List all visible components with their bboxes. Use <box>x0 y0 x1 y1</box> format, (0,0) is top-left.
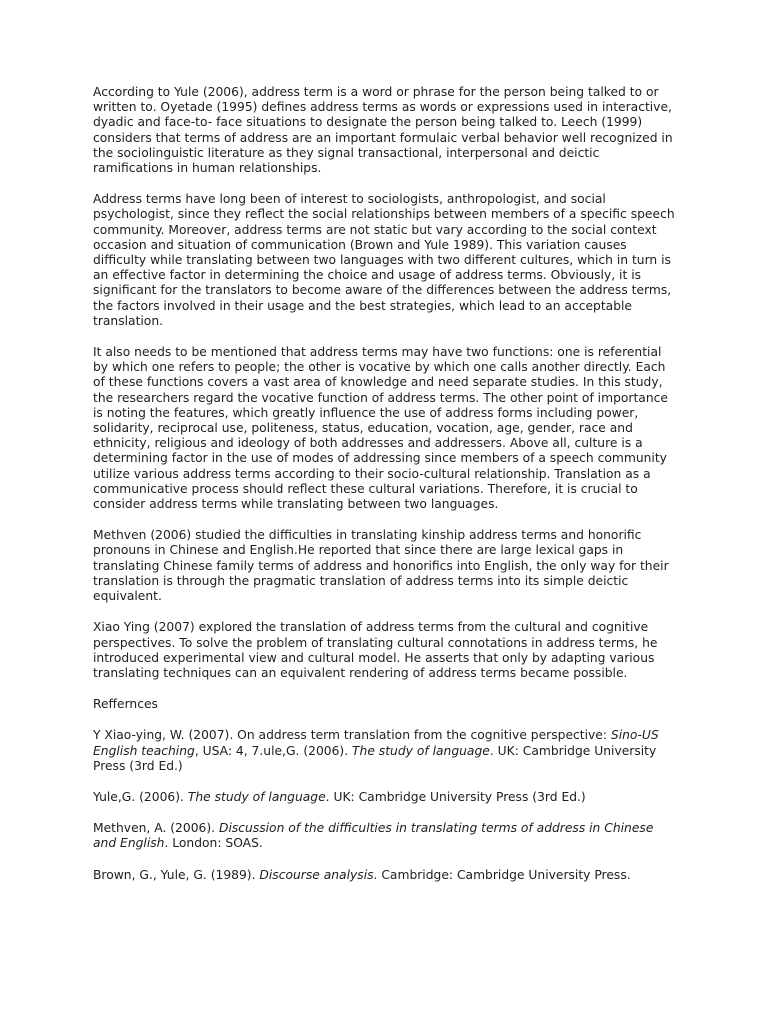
reference-1-title-2: The study of language <box>352 743 490 758</box>
reference-1-title: Sino-US English teaching <box>93 728 659 758</box>
reference-1-text-e: . UK: Cambridge University Press (3rd Ed.) <box>93 743 657 773</box>
document-page <box>93 85 678 899</box>
reference-4-text-a: Brown, G., Yule, G. (1989). <box>93 867 260 882</box>
reference-4-title: Discourse analysis <box>259 867 374 882</box>
reference-3 <box>93 821 678 851</box>
reference-3-title: Discussion of the difficulties in translating terms of address in Chinese and English <box>93 821 654 851</box>
reference-4-text-c: . Cambridge: Cambridge University Press. <box>373 867 631 882</box>
reference-2-title: The study of language <box>187 789 326 804</box>
paragraph-2: Address terms have long been of interest to sociologists, anthropologist, and social psychologist, since they reflect the social relationships between members of a specific speech community. Moreover, address terms are not static but vary according to the social context occasion and situation of communication (Brown and Yule 1989). This variation causes difficulty while translating between two languages with two different cultures, which in turn is an effective factor in determining the choice and usage of address terms. Obviously, it is significant for the translators to become aware of the differences between the address terms, the factors involved in their usage and the best strategies, which lead to an acceptable translation. <box>93 192 675 328</box>
reference-4 <box>93 868 678 883</box>
reference-2 <box>93 790 678 805</box>
paragraph-5: Xiao Ying (2007) explored the translation of address terms from the cultural and cognitive perspectives. To solve the problem of translating cultural connotations in address terms, he introduced experimental view and cultural model. He asserts that only by adapting various translating techniques can an equivalent rendering of address terms became possible. <box>93 620 658 680</box>
reference-3-text-a: Methven, A. (2006). <box>93 821 219 836</box>
reference-1-text-c: , USA: 4, 7.ule,G. (2006). <box>194 743 353 758</box>
paragraph-3: It also needs to be mentioned that address terms may have two functions: one is referential by which one refers to people; the other is vocative by which one calls another directly. Each of these functions covers a vast area of knowledge and need separate studies. In this study, the researchers regard the vocative function of address terms. The other point of importance is noting the features, which greatly influence the use of address forms including power, solidarity, reciprocal use, politeness, status, education, vocation, age, gender, race and ethnicity, religious and ideology of both addresses and addressers. Above all, culture is a determining factor in the use of modes of addressing since members of a speech community utilize various address terms according to their socio-cultural relationship. Translation as a communicative process should reflect these cultural variations. Therefore, it is crucial to consider address terms while translating between two languages. <box>93 345 668 512</box>
reference-3-text-c: . London: SOAS. <box>164 836 263 851</box>
reference-2-text-c: . UK: Cambridge University Press (3rd Ed.) <box>325 789 586 804</box>
paragraph-1: According to Yule (2006), address term is a word or phrase for the person being talked to or written to. Oyetade (1995) defines address terms as words or expressions used in interactive, dyadic and face-to- face situations to designate the person being talked to. Leech (1999) considers that terms of address are an important formulaic verbal behavior well recognized in the sociolinguistic literature as they signal transactional, interpersonal and deictic ramifications in human relationships. <box>93 85 673 176</box>
paragraph-4: Methven (2006) studied the difficulties in translating kinship address terms and honorific pronouns in Chinese and English.He reported that since there are large lexical gaps in translating Chinese family terms of address and honorifics into English, the only way for their translation is through the pragmatic translation of address terms into its simple deictic equivalent. <box>93 528 669 604</box>
reference-2-text-a: Yule,G. (2006). <box>93 789 188 804</box>
reference-1-text-a: Y Xiao-ying, W. (2007). On address term translation from the cognitive perspective: <box>93 728 611 743</box>
references-heading: Reffernces <box>93 697 158 712</box>
reference-1 <box>93 728 678 774</box>
